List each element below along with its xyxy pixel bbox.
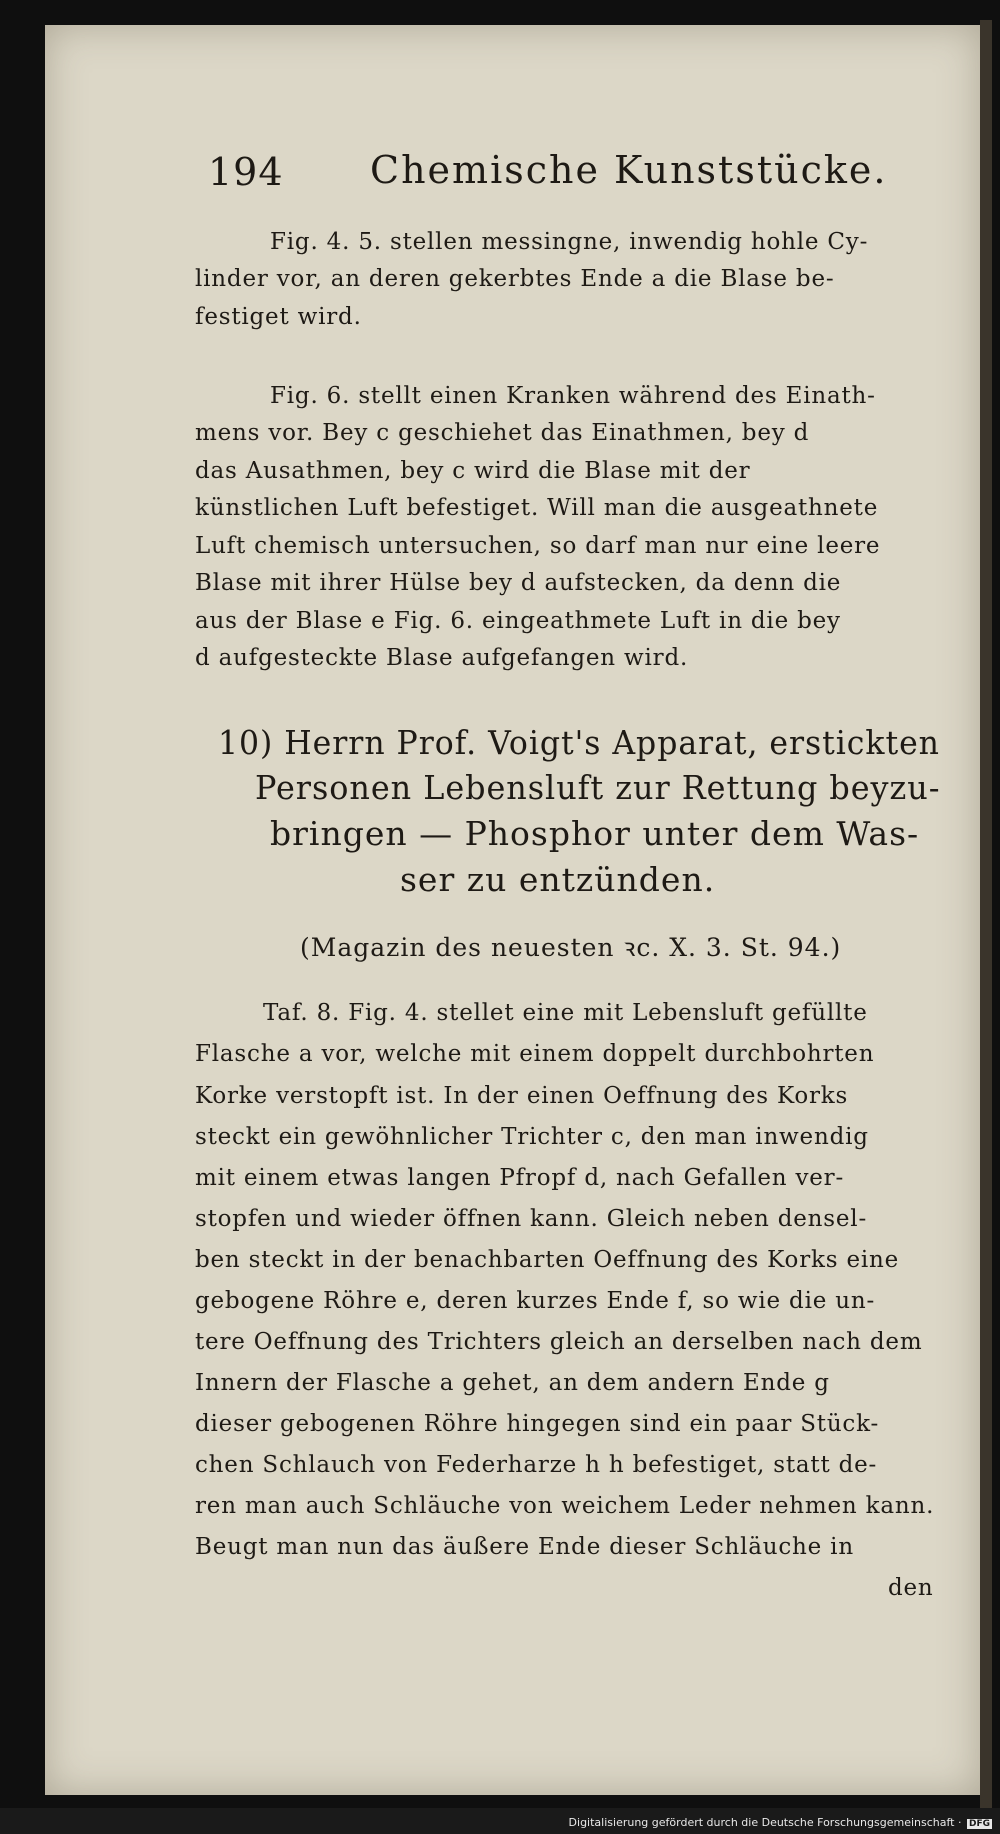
text-line: Blase mit ihrer Hülse bey d aufstecken, da denn die bbox=[195, 570, 842, 596]
section-heading-line: Personen Lebensluft zur Rettung beyzu- bbox=[255, 768, 941, 807]
text-line: Fig. 4. 5. stellen messingne, inwendig hohle Cy- bbox=[270, 229, 869, 255]
text-line: tere Oeffnung des Trichters gleich an derselben nach dem bbox=[195, 1329, 923, 1355]
running-head: Chemische Kunststücke. bbox=[370, 148, 888, 192]
text-line: Flasche a vor, welche mit einem doppelt durchbohrten bbox=[195, 1041, 875, 1067]
source-reference: (Magazin des neuesten ꝛc. X. 3. St. 94.) bbox=[300, 933, 842, 962]
text-line: steckt ein gewöhnlicher Trichter c, den man inwendig bbox=[195, 1124, 869, 1150]
text-line: d aufgesteckte Blase aufgefangen wird. bbox=[195, 645, 689, 671]
section-heading-line: ser zu entzünden. bbox=[400, 860, 716, 899]
text-line: Innern der Flasche a gehet, an dem andern Ende g bbox=[195, 1370, 830, 1396]
page-edge bbox=[980, 20, 992, 1810]
text-line: das Ausathmen, bey c wird die Blase mit der bbox=[195, 458, 751, 484]
text-line: Luft chemisch untersuchen, so darf man nur eine leere bbox=[195, 533, 881, 559]
digitization-credit: Digitalisierung gefördert durch die Deutsche Forschungsgemeinschaft · DFG bbox=[568, 1816, 990, 1829]
text-line: mens vor. Bey c geschiehet das Einathmen, bey d bbox=[195, 420, 810, 446]
text-line: Taf. 8. Fig. 4. stellet eine mit Lebensluft gefüllte bbox=[263, 1000, 868, 1026]
text-line: künstlichen Luft befestiget. Will man die ausgeathnete bbox=[195, 495, 879, 521]
text-line: aus der Blase e Fig. 6. eingeathmete Luft in die bey bbox=[195, 608, 841, 634]
text-line: Beugt man nun das äußere Ende dieser Schläuche in bbox=[195, 1534, 854, 1560]
section-heading-line: 10) Herrn Prof. Voigt's Apparat, erstickten bbox=[218, 723, 940, 762]
text-line: festiget wird. bbox=[195, 304, 362, 330]
text-line: Korke verstopft ist. In der einen Oeffnung des Korks bbox=[195, 1083, 849, 1109]
section-heading-line: bringen — Phosphor unter dem Was- bbox=[270, 814, 920, 853]
page-number: 194 bbox=[208, 150, 284, 194]
text-line: linder vor, an deren gekerbtes Ende a die Blase be- bbox=[195, 266, 835, 292]
text-line: Fig. 6. stellt einen Kranken während des Einath- bbox=[270, 383, 876, 409]
catchword: den bbox=[888, 1575, 934, 1601]
text-line: chen Schlauch von Federharze h h befestiget, statt de- bbox=[195, 1452, 878, 1478]
dfg-logo-icon: DFG bbox=[968, 1819, 990, 1829]
text-line: ren man auch Schläuche von weichem Leder nehmen kann. bbox=[195, 1493, 935, 1519]
text-line: mit einem etwas langen Pfropf d, nach Gefallen ver- bbox=[195, 1165, 845, 1191]
text-line: gebogene Röhre e, deren kurzes Ende f, so wie die un- bbox=[195, 1288, 876, 1314]
credit-text: Digitalisierung gefördert durch die Deutsche Forschungsgemeinschaft bbox=[568, 1816, 955, 1829]
text-line: dieser gebogenen Röhre hingegen sind ein paar Stück- bbox=[195, 1411, 880, 1437]
text-line: stopfen und wieder öffnen kann. Gleich neben densel- bbox=[195, 1206, 868, 1232]
text-line: ben steckt in der benachbarten Oeffnung des Korks eine bbox=[195, 1247, 900, 1273]
